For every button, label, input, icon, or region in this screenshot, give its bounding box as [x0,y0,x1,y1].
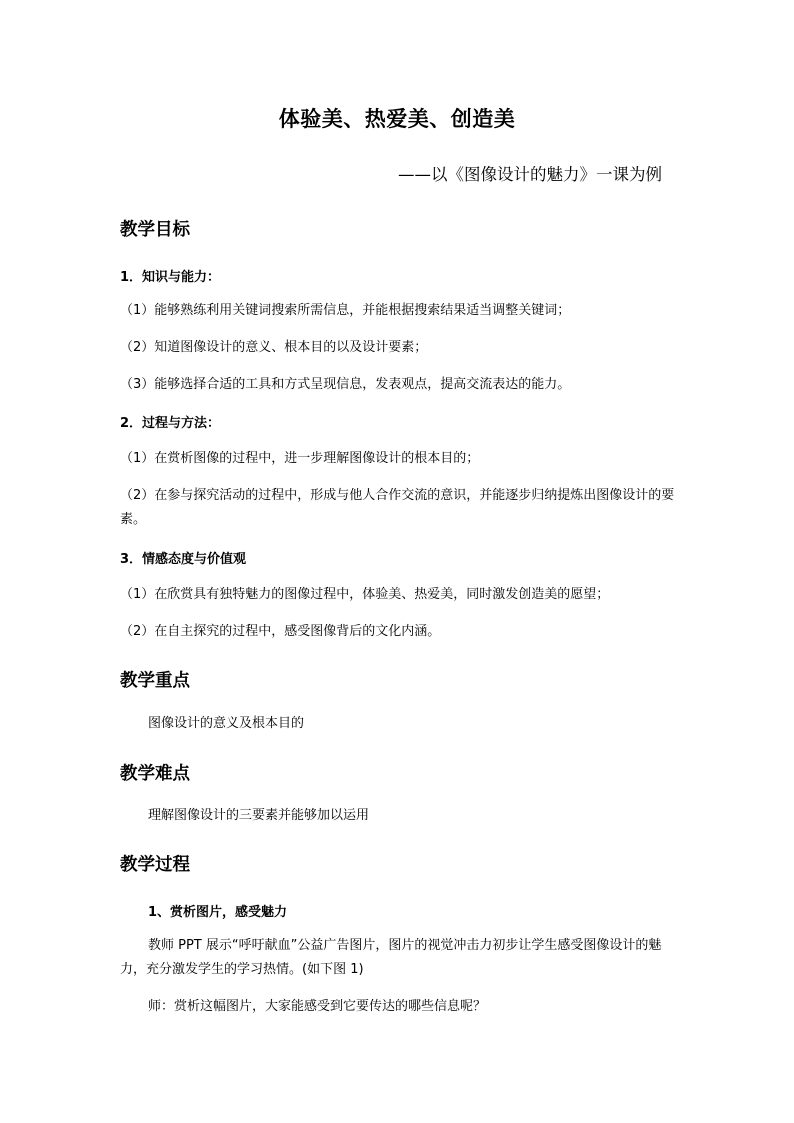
process-item-2: （2）在参与探究活动的过程中，形成与他人合作交流的意识，并能逐步归纳提炼出图像设计的要素。 [120,488,675,527]
section-heading-key-point: 教学重点 [120,671,190,691]
step1-heading: 1、赏析图片，感受魅力 [148,905,288,920]
document-title: 体验美、热爱美、创造美 [278,107,516,131]
knowledge-item-3: （3）能够选择合适的工具和方式呈现信息，发表观点，提高交流表达的能力。 [120,377,571,392]
section-heading-objectives: 教学目标 [120,220,190,240]
subsection-heading-process: 2．过程与方法： [120,416,221,431]
process-item-1: （1）在赏析图像的过程中，进一步理解图像设计的根本目的； [120,451,480,466]
key-point-text: 图像设计的意义及根本目的 [148,716,305,731]
section-heading-difficulty: 教学难点 [120,764,190,784]
emotion-item-2: （2）在自主探究的过程中，感受图像背后的文化内涵。 [120,624,441,639]
knowledge-item-1: （1）能够熟练利用关键词搜索所需信息，并能根据搜索结果适当调整关键词； [120,303,571,318]
subsection-heading-emotion: 3．情感态度与价值观 [120,552,247,567]
knowledge-item-2: （2）知道图像设计的意义、根本目的以及设计要素； [120,340,428,355]
section-heading-process: 教学过程 [120,855,190,875]
emotion-item-1: （1）在欣赏具有独特魅力的图像过程中，体验美、热爱美，同时激发创造美的愿望； [120,587,610,602]
subsection-heading-knowledge: 1．知识与能力： [120,270,221,285]
difficulty-text: 理解图像设计的三要素并能够加以运用 [148,808,370,823]
document-subtitle: ——以《图像设计的魅力》一课为例 [398,165,662,184]
step1-paragraph-2: 师：赏析这幅图片，大家能感受到它要传达的哪些信息呢？ [148,999,487,1014]
step1-paragraph-1: 教师 PPT 展示“呼吁献血”公益广告图片，图片的视觉冲击力初步让学生感受图像设计的魅力，充分激发学生的学习热情。(如下图 1) [120,938,662,977]
